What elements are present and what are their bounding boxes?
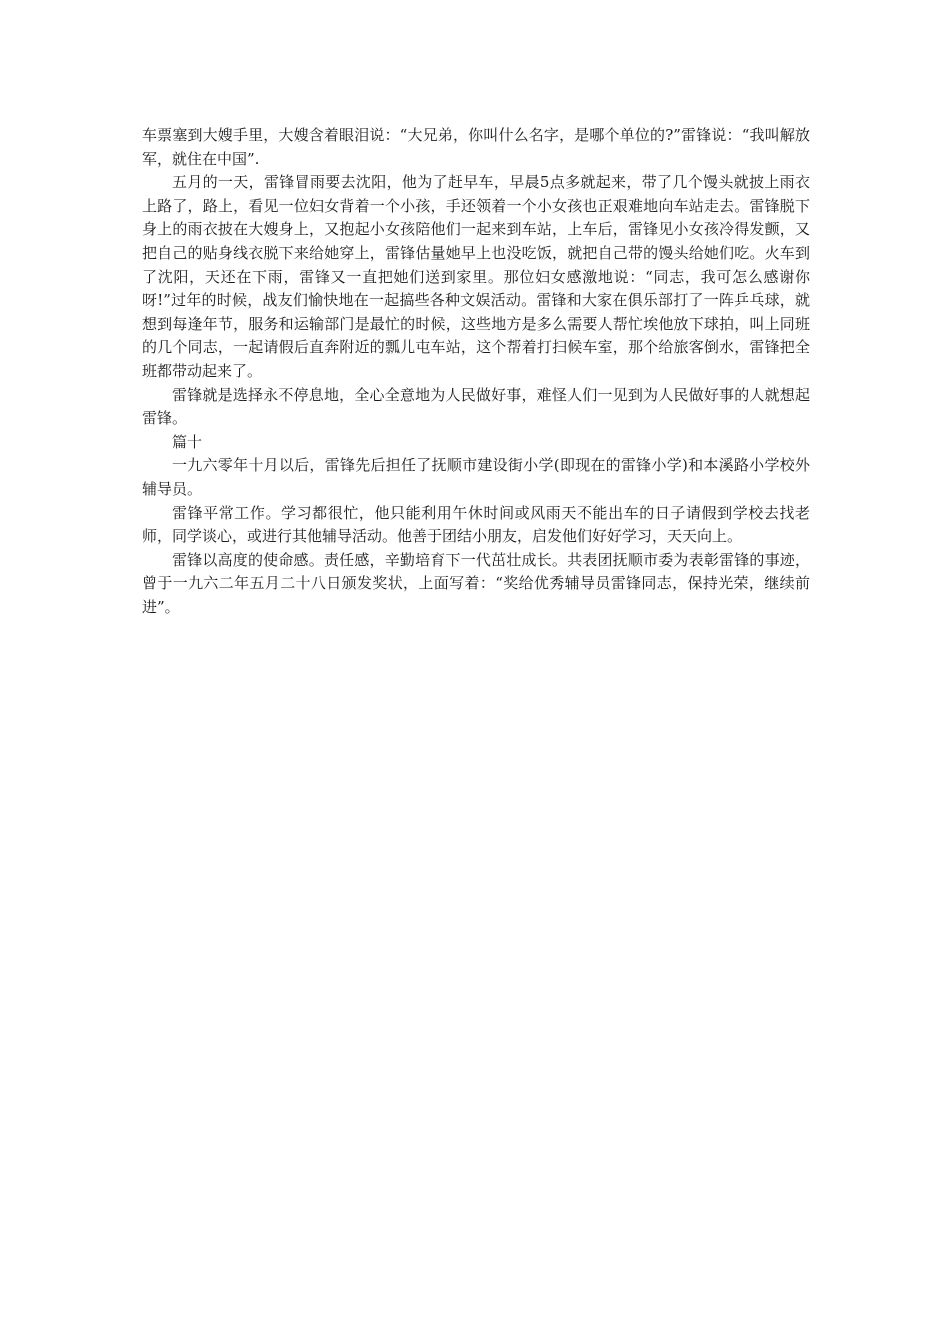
paragraph-school-counselor: 一九六零年十月以后，雷锋先后担任了抚顺市建设街小学(即现在的雷锋小学)和本溪路小学校外辅导员。 (142, 456, 810, 498)
paragraph-award: 雷锋以高度的使命感。责任感，辛勤培育下一代茁壮成长。共表团抚顺市委为表彰雷锋的事迹，曾于一九六二年五月二十八日颁发奖状，上面写着：“奖给优秀辅导员雷锋同志，保持光荣，继续前进”。 (142, 550, 810, 616)
document-body (142, 124, 810, 619)
section-heading: 篇十 (172, 432, 203, 451)
paragraph-may-day-story: 五月的一天，雷锋冒雨要去沈阳，他为了赶早车，早晨5点多就起来，带了几个馒头就披上雨衣上路了，路上，看见一位妇女背着一个小孩，手还领着一个小女孩也正艰难地向车站走去。雷锋脱下身上的雨衣披在大嫂身上，又抱起小女孩陪他们一起来到车站，上车后，雷锋见小女孩冷得发颤，又把自己的贴身线衣脱下来给她穿上，雷锋估量她早上也没吃饭，就把自己带的馒头给她们吃。火车到了沈阳，天还在下雨，雷锋又一直把她们送到家里。那位妇女感激地说：“同志，我可怎么感谢你呀!”过年的时候，战友们愉快地在一起搞些各种文娱活动。雷锋和大家在俱乐部打了一阵乒乓球，就想到每逢年节，服务和运输部门是最忙的时候，这些地方是多么需要人帮忙埃他放下球拍，叫上同班的几个同志，一起请假后直奔附近的瓢儿屯车站，这个帮着打扫候车室，那个给旅客倒水，雷锋把全班都带动起来了。 (142, 173, 810, 380)
paragraph-continuation: 车票塞到大嫂手里，大嫂含着眼泪说：“大兄弟，你叫什么名字，是哪个单位的?”雷锋说：“我叫解放军，就住在中国”. (142, 126, 810, 168)
paragraph-conclusion: 雷锋就是选择永不停息地，全心全意地为人民做好事，难怪人们一见到为人民做好事的人就想起雷锋。 (142, 385, 810, 428)
paragraph-busy-work: 雷锋平常工作。学习都很忙，他只能利用午休时间或风雨天不能出车的日子请假到学校去找老师，同学谈心，或进行其他辅导活动。他善于团结小朋友，启发他们好好学习，天天向上。 (142, 503, 810, 546)
